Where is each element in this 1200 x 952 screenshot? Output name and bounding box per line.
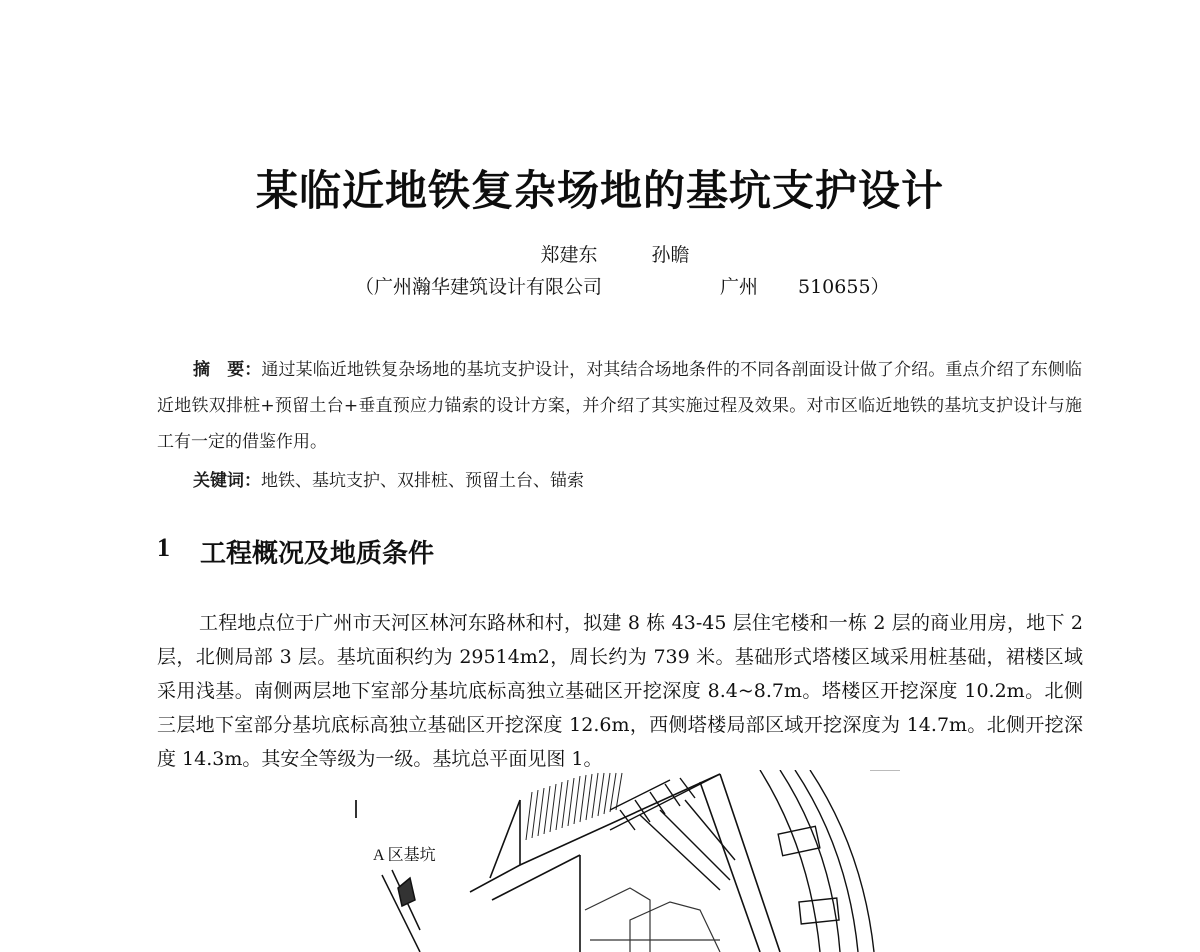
building-outline [585, 888, 720, 952]
paper-title: 某临近地铁复杂场地的基坑支护设计 [255, 166, 944, 215]
keywords-text: 地铁、基坑支护、双排桩、预留土台、锚索 [261, 471, 584, 491]
authors [0, 240, 1200, 267]
affiliation-zip: 510655） [798, 276, 890, 298]
figure-label: A 区基坑 [373, 847, 436, 864]
keywords-label: 关键词： [193, 471, 261, 491]
section-number: 1 [157, 533, 170, 562]
abstract-text: 通过某临近地铁复杂场地的基坑支护设计，对其结合场地条件的不同各剖面设计做了介绍。重点介绍了东侧临近地铁双排桩+预留土台+垂直预应力锚索的设计方案，并介绍了其实施过程及效果。对市区临近地铁的基坑支护设计与施工有一定的借鉴作用。 [157, 360, 1083, 452]
abstract [157, 352, 1082, 460]
abstract-label: 摘 要： [193, 360, 262, 380]
affiliation-org: （广州瀚华建筑设计有限公司 [355, 276, 603, 298]
truss-support [610, 774, 735, 890]
road-curves [760, 770, 874, 952]
keywords [193, 466, 584, 491]
affiliation [355, 272, 890, 299]
site-boundary [470, 774, 780, 952]
hatched-wall [526, 773, 622, 840]
author-1: 郑建东 [540, 244, 598, 266]
section-title: 工程概况及地质条件 [200, 539, 435, 569]
north-arrow-icon [382, 870, 420, 952]
section-paragraph: 工程地点位于广州市天河区林河东路林和村，拟建 8 栋 43-45 层住宅楼和一栋 2 层的商业用房，地下 2 层，北侧局部 3 层。基坑面积约为 29514m2，周长约为 739 米。基础形式塔楼区域采用桩基础，裙楼区域采用浅基。南侧两层地下室部分基坑底标高独立基础区开挖深度 8.4~8.7m。塔楼区开挖深度 10.2m。北侧三层地下室部分基坑底标高独立基础区开挖深度 12.6m，西侧塔楼局部区域开挖深度为 14.7m。北侧开挖深度 14.3m。其安全等级为一级。基坑总平面见图 1。 [157, 612, 1083, 770]
affiliation-city: 广州 [720, 276, 759, 298]
author-2: 孙瞻 [651, 244, 690, 266]
